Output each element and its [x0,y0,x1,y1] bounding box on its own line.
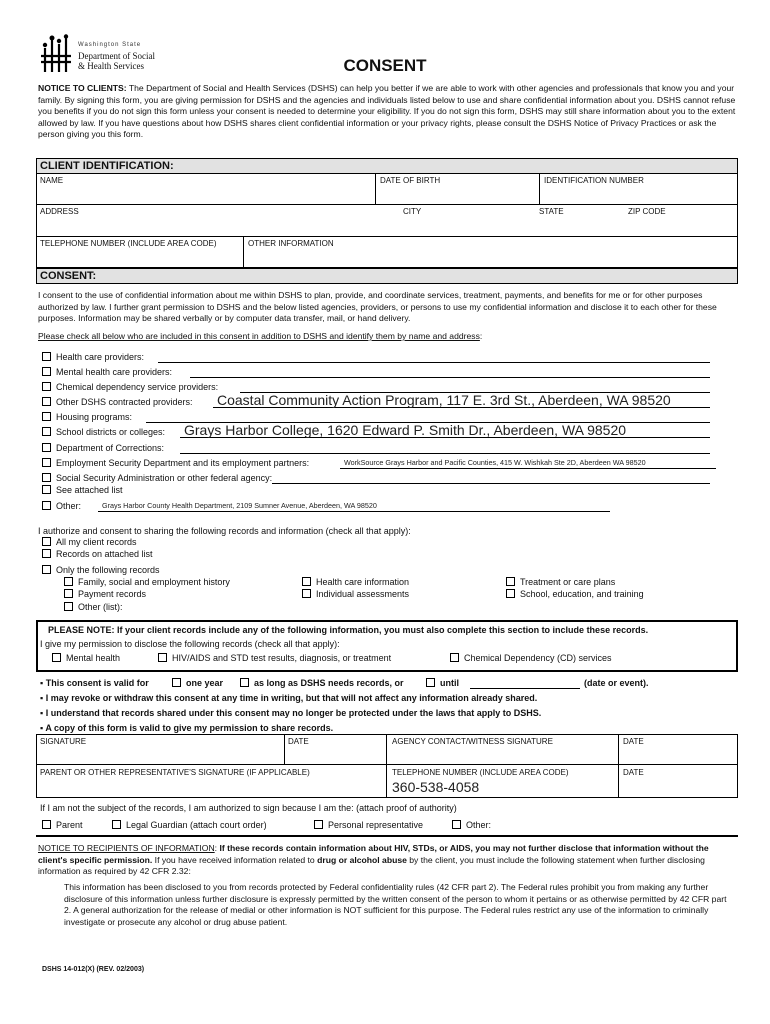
revoke-label: I may revoke or withdraw this consent at any time in writing, but that will not affect any information already shared. [45,693,538,703]
authority-personal-checkbox[interactable] [314,820,323,829]
consent-instruction-colon: : [479,331,483,341]
agency-date-label: DATE [623,737,644,746]
zip-label: ZIP CODE [628,207,666,216]
name-field[interactable] [37,186,374,203]
provider-checkbox[interactable] [42,501,51,510]
provider-label: Social Security Administration or other federal agency: [56,473,273,483]
form-number: DSHS 14-012(X) (REV. 02/2003) [42,966,145,973]
hiv-label: HIV/AIDS and STD test results, diagnosis, or treatment [172,653,392,663]
authority-personal-label: Personal representative [328,820,424,830]
authority-other-row[interactable] [452,820,491,831]
provider-value[interactable]: Grays Harbor County Health Department, 2109 Sumner Avenue, Aberdeen, WA 98520 [102,501,377,510]
provider-label: Chemical dependency service providers: [56,382,219,392]
id-number-label: IDENTIFICATION NUMBER [544,176,644,185]
record-family-label: Family, social and employment history [78,577,230,587]
provider-checkbox[interactable] [42,352,51,361]
record-treatment-checkbox[interactable] [506,577,515,586]
other-info-field[interactable] [244,249,737,267]
please-note-text: PLEASE NOTE: If your client records include any of the following information, you must also complete this section to include these records. [48,625,649,635]
parent-signature-field[interactable] [37,778,385,797]
consent-instruction-text: Please check all below who are included in this consent in addition to DSHS and identify them by name and address [38,331,480,341]
provider-checkbox[interactable] [42,427,51,436]
provider-name-field[interactable] [158,362,710,363]
provider-row[interactable] [42,443,164,454]
chemical-label: Chemical Dependency (CD) services [464,653,612,663]
provider-row[interactable] [42,397,193,408]
provider-label: School districts or colleges: [56,427,166,437]
provider-row[interactable] [42,427,165,438]
record-health-row[interactable] [302,577,409,588]
understand-label: I understand that records shared under this consent may no longer be protected under the laws that apply to DSHS. [45,708,542,718]
provider-row[interactable] [42,412,132,423]
copy-text: ▪ A copy of this form is valid to give my permission to share records. [40,723,334,733]
record-attached-label: Records on attached list [56,549,153,559]
signature-date-field[interactable] [285,747,385,763]
until-checkbox[interactable] [426,678,435,687]
parent-date-field[interactable] [619,778,737,797]
signature-field[interactable] [37,747,283,763]
authority-guardian-label: Legal Guardian (attach court order) [126,820,267,830]
mental-health-label: Mental health [66,653,121,663]
page-title: CONSENT [343,56,427,75]
one-year-label: one year [186,678,224,688]
recipients-bold-1: If these records contain information about HIV, STDs, or AIDS, you may not further disclose that information without the client's specific permission. [38,843,709,865]
agency-signature-label: AGENCY CONTACT/WITNESS SIGNATURE [392,737,553,746]
agency-line-2: Department of Social [78,51,155,61]
telephone-label: TELEPHONE NUMBER (INCLUDE AREA CODE) [40,239,217,248]
provider-label: Mental health care providers: [56,367,173,377]
provider-checkbox[interactable] [42,397,51,406]
until-row[interactable] [426,678,459,689]
consent-text: I consent to the use of confidential information about me within DSHS to plan, provide, and coordinate services, treatment, payments, and benefits for me or for other purposes authorized by law. I further grant permission to DSHS and the below listed agencies, providers, or persons to use my confidential information and disclose it to each other for these purposes. Information may be shared verbally or by computer data transfer, mail, or hand delivery. [38,290,717,323]
provider-label: Housing programs: [56,412,133,422]
record-only-checkbox[interactable] [42,565,51,574]
provider-label: Other DSHS contracted providers: [56,397,193,407]
recipients-bold-2: drug or alcohol abuse [317,854,407,865]
notice-label: NOTICE TO CLIENTS: [38,83,127,93]
hiv-row[interactable] [158,653,391,664]
agency-date-field[interactable] [619,747,737,763]
provider-label: Employment Security Department and its employment partners: [56,458,310,468]
record-treatment-label: Treatment or care plans [520,577,616,587]
authority-guardian-row[interactable] [112,820,267,831]
record-all-label: All my client records [56,537,137,547]
telephone-label-2: TELEPHONE NUMBER (INCLUDE AREA CODE) [392,768,569,777]
authorize-text: I authorize and consent to sharing the following records and information (check all that apply): [38,526,411,536]
provider-name-field[interactable] [272,483,710,484]
record-payment-label: Payment records [78,589,147,599]
provider-name-field[interactable] [340,468,716,469]
one-year-row[interactable] [172,678,223,689]
parent-date-label: DATE [623,768,644,777]
recipients-statement: This information has been disclosed to you from records protected by Federal confidentiality rules (42 CFR part 2). The Federal rules prohibit you from making any further disclosure of this information unless further disclosure is expressly permitted by the written consent of the person to whom it pertains or as otherwise permitted by 42 CFR part 2. A general authorization for the release of medial or other information is NOT sufficient for this purpose. The Federal rules restrict any use of the information to criminally investigate or prosecute any alcohol or drug abuse patient. [64,882,727,927]
understand-text: ▪ I understand that records shared under this consent may no longer be protected under the laws that apply to DSHS. [40,708,542,718]
hiv-checkbox[interactable] [158,653,167,662]
consent-heading: CONSENT: [36,268,738,284]
record-individual-checkbox[interactable] [302,589,311,598]
mental-health-checkbox[interactable] [52,653,61,662]
provider-row[interactable] [42,501,81,512]
agency-line-3: & Health Services [78,61,144,71]
as-long-label: as long as DSHS needs records, or [254,678,404,688]
authority-parent-checkbox[interactable] [42,820,51,829]
telephone-field[interactable] [37,249,242,267]
provider-label: Other: [56,501,82,511]
record-individual-label: Individual assessments [316,589,410,599]
dob-field[interactable] [376,186,538,203]
authority-guardian-checkbox[interactable] [112,820,121,829]
id-number-field[interactable] [540,186,737,203]
provider-row[interactable] [42,382,218,393]
until-date-field[interactable] [470,688,580,689]
state-label: STATE [539,207,564,216]
client-id-heading: CLIENT IDENTIFICATION: [36,158,738,174]
authority-personal-row[interactable] [314,820,423,831]
chemical-checkbox[interactable] [450,653,459,662]
valid-prefix: This consent is valid for [45,678,149,688]
phone-value[interactable]: 360-538-4058 [392,779,480,795]
record-health-label: Health care information [316,577,410,587]
date-event-label: (date or event). [584,678,649,688]
provider-checkbox[interactable] [42,382,51,391]
notice-to-clients [38,83,736,141]
address-label: ADDRESS [40,207,79,216]
provider-value[interactable]: Grays Harbor College, 1620 Edward P. Smith Dr., Aberdeen, WA 98520 [184,422,627,438]
provider-row[interactable] [42,458,309,469]
notice-text: The Department of Social and Health Services (DSHS) can help you better if we are able to work with other agencies and professionals that know you and your family. By signing this form, you are giving permission for DSHS and the agencies and individuals listed below to use and share confidential information about you. DSHS cannot refuse you benefits if you do not sign this form unless your consent is needed to determine your eligibility. If you do not sign this form, DSHS may still share information about you to the extent allowed by law. If you have questions about how DSHS shares client confidential information or your privacy rights, please consult the DSHS Notice of Privacy Practices or ask the person giving you this form. [38,83,736,140]
until-label: until [440,678,459,688]
signature-date-label: DATE [288,737,309,746]
recipients-colon: : [214,843,218,853]
provider-checkbox[interactable] [42,412,51,421]
provider-value[interactable]: WorkSource Grays Harbor and Pacific Counties, 415 W. Wishkah Ste 2D, Aberdeen WA 98520 [344,458,646,467]
record-school-label: School, education, and training [520,589,644,599]
record-family-checkbox[interactable] [64,577,73,586]
record-attached-row[interactable] [42,549,153,560]
provider-row[interactable] [42,352,144,363]
record-only-row[interactable] [42,565,160,576]
agency-signature-field[interactable] [387,747,617,763]
mental-health-row[interactable] [52,653,120,664]
signature-label: SIGNATURE [40,737,87,746]
provider-name-field[interactable] [180,453,710,454]
agency-line-1: Washington State [78,42,142,48]
provider-checkbox[interactable] [42,473,51,482]
other-info-label: OTHER INFORMATION [248,239,334,248]
record-payment-row[interactable] [64,589,146,600]
provider-label: Department of Corrections: [56,443,165,453]
chemical-row[interactable] [450,653,612,664]
record-individual-row[interactable] [302,589,409,600]
provider-checkbox[interactable] [42,485,51,494]
validity-row: ▪ This consent is valid for [40,678,149,688]
provider-row[interactable] [42,485,123,496]
provider-checkbox[interactable] [42,367,51,376]
record-attached-checkbox[interactable] [42,549,51,558]
record-family-row[interactable] [64,577,230,588]
copy-label: A copy of this form is valid to give my permission to share records. [45,723,334,733]
record-health-checkbox[interactable] [302,577,311,586]
record-treatment-row[interactable] [506,577,615,588]
provider-value[interactable]: Coastal Community Action Program, 117 E. 3rd St., Aberdeen, WA 98520 [217,392,671,408]
provider-row[interactable] [42,367,172,378]
record-other-row[interactable] [64,602,123,613]
provider-name-field[interactable] [190,377,710,378]
record-payment-checkbox[interactable] [64,589,73,598]
authority-text: If I am not the subject of the records, I am authorized to sign because I am the: (attach proof of authority) [40,803,457,813]
authority-other-checkbox[interactable] [452,820,461,829]
revoke-text: ▪ I may revoke or withdraw this consent at any time in writing, but that will not affect any information already shared. [40,693,538,703]
dob-label: DATE OF BIRTH [380,176,441,185]
authority-other-label: Other: [466,820,492,830]
address-field[interactable] [37,217,737,235]
provider-checkbox[interactable] [42,458,51,467]
as-long-row[interactable] [240,678,404,689]
record-all-checkbox[interactable] [42,537,51,546]
city-label: CITY [403,207,422,216]
name-label: NAME [40,176,64,185]
provider-label: Health care providers: [56,352,145,362]
recipients-normal-1: If you have received information related to [152,854,318,865]
as-long-checkbox[interactable] [240,678,249,687]
parent-signature-label: PARENT OR OTHER REPRESENTATIVE'S SIGNATURE (IF APPLICABLE) [40,768,310,777]
record-all-row[interactable] [42,537,137,548]
authority-parent-row[interactable] [42,820,83,831]
provider-checkbox[interactable] [42,443,51,452]
record-other-label: Other (list): [78,602,123,612]
provider-row[interactable] [42,473,272,484]
provider-label: See attached list [56,485,123,495]
recipients-normal-2: by the client, you must include the following statement when further disclosing information as required by 42 CFR 2.32: [38,854,705,877]
consent-instruction [38,331,736,342]
record-school-row[interactable] [506,589,644,600]
authority-parent-label: Parent [56,820,83,830]
one-year-checkbox[interactable] [172,678,181,687]
record-only-label: Only the following records [56,565,160,575]
recipients-label: NOTICE TO RECIPIENTS OF INFORMATION [38,843,215,853]
recipients-notice [38,843,736,878]
please-note-give: I give my permission to disclose the following records (check all that apply): [40,639,340,649]
record-school-checkbox[interactable] [506,589,515,598]
record-other-checkbox[interactable] [64,602,73,611]
provider-name-field[interactable] [98,511,610,512]
